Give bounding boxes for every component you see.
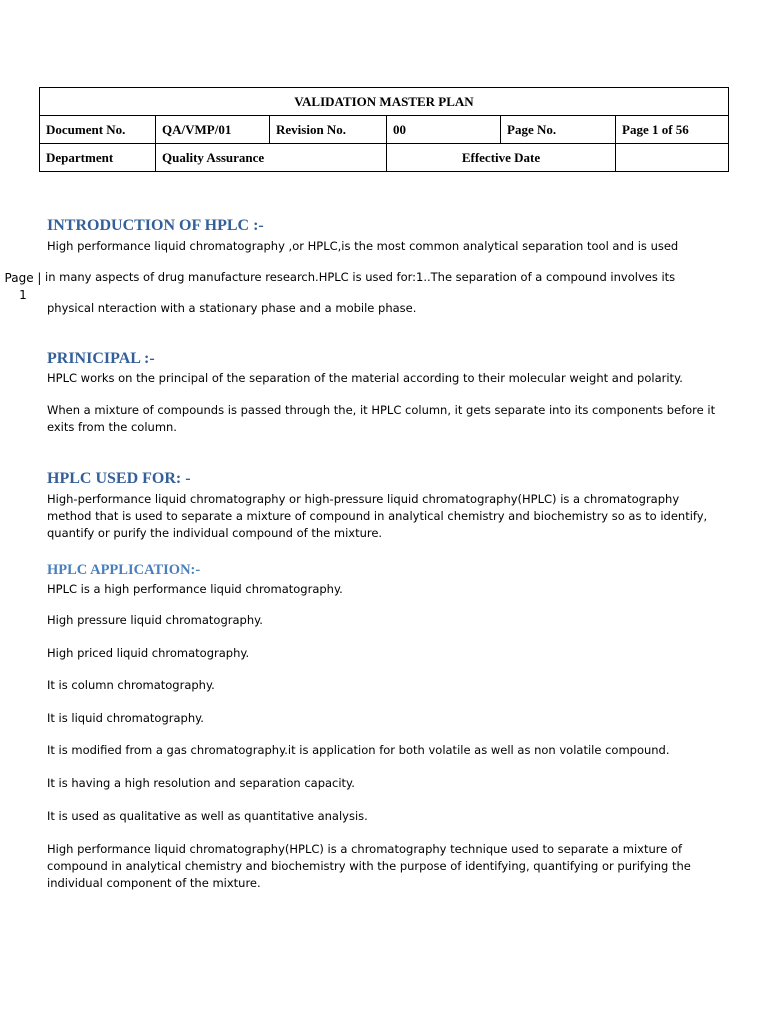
effective-date-label: Effective Date (387, 144, 616, 172)
principal-para-2: When a mixture of compounds is passed through the, it HPLC column, it gets separate into its components before it exits from the column. (47, 403, 716, 434)
department-value: Quality Assurance (156, 144, 387, 172)
intro-line-1: High performance liquid chromatography ,or HPLC,is the most common analytical separation tool and is used (47, 239, 679, 253)
header-title-row (40, 88, 729, 116)
page-margin-digit: 1 (19, 288, 27, 302)
principal-heading: PRINICIPAL :- (47, 350, 155, 367)
application-item: It is liquid chromatography. (47, 711, 204, 725)
application-item: It is column chromatography. (47, 678, 215, 692)
application-item: It is modified from a gas chromatography.it is application for both volatile as well as non volatile compound. (47, 743, 670, 757)
application-item: High performance liquid chromatography(HPLC) is a chromatography technique used to separate a mixture of compound in analytical chemistry and biochemistry with the purpose of identifying, quantifying or purifying the individual component of the mixture. (47, 842, 691, 890)
department-label: Department (40, 144, 156, 172)
document-no-value: QA/VMP/01 (156, 116, 270, 144)
application-item: High pressure liquid chromatography. (47, 613, 263, 627)
page-margin-label: Page | (4, 271, 42, 285)
intro-heading: INTRODUCTION OF HPLC :- (47, 217, 264, 234)
header-department-row (40, 144, 729, 172)
intro-line-2: in many aspects of drug manufacture research.HPLC is used for:1..The separation of a compound involves its (45, 270, 676, 284)
revision-no-label: Revision No. (270, 116, 387, 144)
document-header-table (39, 87, 729, 172)
application-item: High priced liquid chromatography. (47, 646, 250, 660)
page-no-value: Page 1 of 56 (616, 116, 729, 144)
used-for-para: High-performance liquid chromatography or high-pressure liquid chromatography(HPLC) is a chromatography method that is used to separate a mixture of compound in analytical chemistry and biochemistry so as to identify, quantify or purify the individual compound of the mixture. (47, 492, 708, 540)
page-margin-number (3, 270, 43, 304)
document-no-label: Document No. (40, 116, 156, 144)
effective-date-value (616, 144, 729, 172)
application-item: HPLC is a high performance liquid chromatography. (47, 582, 343, 596)
revision-no-value: 00 (387, 116, 501, 144)
used-for-heading: HPLC USED FOR: - (47, 470, 191, 487)
application-item: It is having a high resolution and separation capacity. (47, 776, 355, 790)
document-title: VALIDATION MASTER PLAN (40, 88, 729, 116)
intro-line-3: physical nteraction with a stationary phase and a mobile phase. (47, 301, 417, 315)
application-item: It is used as qualitative as well as quantitative analysis. (47, 809, 368, 823)
application-heading: HPLC APPLICATION:- (47, 562, 201, 578)
principal-para-1: HPLC works on the principal of the separation of the material according to their molecular weight and polarity. (47, 371, 683, 385)
page-no-label: Page No. (501, 116, 616, 144)
header-info-row (40, 116, 729, 144)
